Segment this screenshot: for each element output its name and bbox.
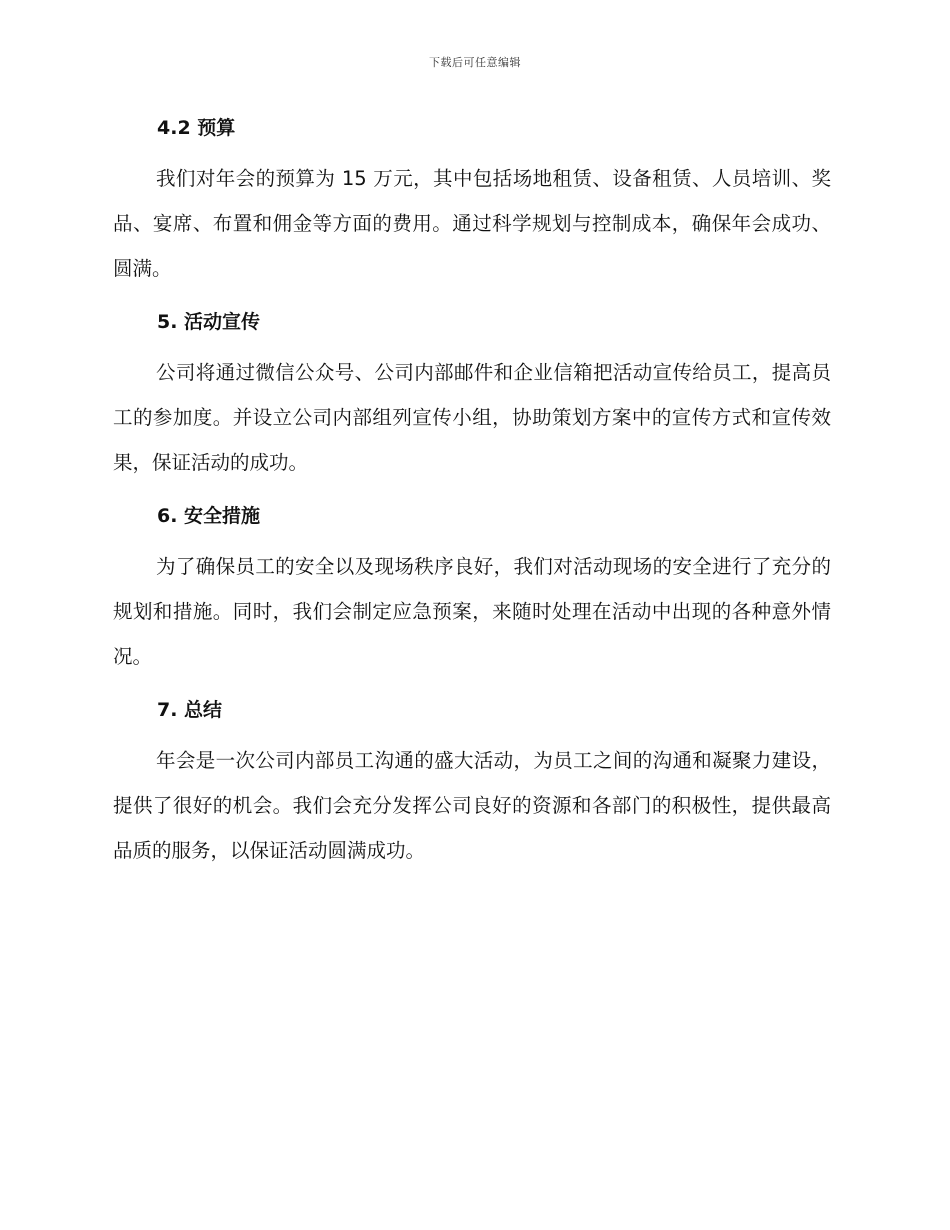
section-paragraph-promotion: 公司将通过微信公众号、公司内部邮件和企业信箱把活动宣传给员工，提高员工的参加度。并设立公司内部组列宣传小组，协助策划方案中的宣传方式和宣传效果，保证活动的成功。 [113, 361, 831, 474]
document-body [113, 112, 831, 888]
section-paragraph-safety: 为了确保员工的安全以及现场秩序良好，我们对活动现场的安全进行了充分的规划和措施。同时，我们会制定应急预案，来随时处理在活动中出现的各种意外情况。 [113, 555, 831, 668]
section-heading-promotion: 5. 活动宣传 [157, 311, 261, 333]
page-header-note: 下载后可任意编辑 [429, 56, 521, 69]
section-paragraph-summary: 年会是一次公司内部员工沟通的盛大活动，为员工之间的沟通和凝聚力建设，提供了很好的机会。我们会充分发挥公司良好的资源和各部门的积极性，提供最高品质的服务，以保证活动圆满成功。 [113, 749, 831, 862]
section-heading-summary: 7. 总结 [157, 699, 223, 721]
section-paragraph-budget: 我们对年会的预算为 15 万元，其中包括场地租赁、设备租赁、人员培训、奖品、宴席、布置和佣金等方面的费用。通过科学规划与控制成本，确保年会成功、圆满。 [113, 167, 831, 280]
section-heading-budget: 4.2 预算 [157, 117, 236, 139]
section-heading-safety: 6. 安全措施 [157, 505, 261, 527]
